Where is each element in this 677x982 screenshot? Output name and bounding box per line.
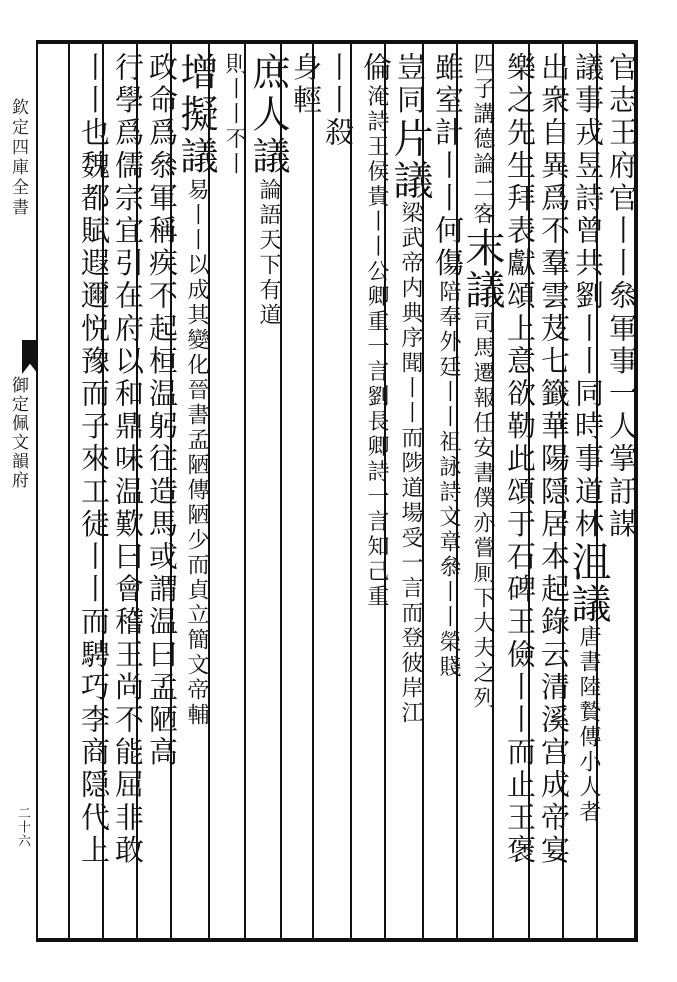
column-divider (68, 44, 70, 938)
text-column (176, 52, 216, 728)
text-column (387, 52, 433, 727)
body-text: 丨丨 (605, 215, 639, 281)
text-column (248, 52, 288, 328)
text-column (565, 52, 611, 826)
entry-heading: 增擬議 (174, 52, 218, 178)
text-column (459, 52, 505, 711)
margin-book-title: 御定佩文韻府 (8, 376, 28, 490)
text-column (500, 52, 540, 867)
text-column (428, 52, 468, 680)
text-column (74, 52, 114, 867)
body-text: 叅軍事一人掌訏謀 (605, 280, 639, 542)
text-column (602, 52, 642, 541)
text-column (214, 52, 254, 177)
body-text: 出衆自異爲不羣雲芨七籤華陽隠居本起錄云清溪宫成帝宴 (537, 52, 571, 867)
body-text: 議事戎昱詩曾共劉 (571, 52, 605, 313)
body-text: 同時事道林 (571, 378, 605, 542)
text-column (142, 52, 182, 769)
page-margin (0, 40, 36, 942)
body-text: 倫 (359, 52, 393, 85)
body-text: 官志王府官 (605, 52, 639, 215)
entry-heading: 庶人議 (246, 52, 290, 178)
column-divider (350, 44, 352, 938)
commentary-text: 梁武帝内典序聞丨丨而陟道場受一言而登彼岸江 (398, 201, 423, 727)
entry-heading: 片議 (387, 117, 433, 202)
commentary-text: 淹詩王侯貴丨丨公卿重一言劉長卿詩一言知己重 (364, 84, 389, 610)
commentary-text: 唐書陸贄傳小人者 (576, 625, 601, 826)
column-divider (312, 44, 314, 938)
body-text: 行學爲儒宗宜引在府以和鼎味温歎曰會稽王尚不能屈非敢 (111, 52, 145, 867)
page-number: 二十六 (15, 806, 30, 848)
margin-collection-title: 欽定四庫全書 (8, 98, 28, 218)
body-text: 豈同 (393, 52, 427, 118)
text-column (108, 52, 148, 867)
body-text: 雖室計丨丨何傷 (431, 52, 465, 281)
commentary-text: 陪奉外廷丨丨祖詠詩文章叅丨丨榮賤 (436, 280, 461, 681)
body-text: 丨丨 (571, 312, 605, 379)
body-text: 樂之先生拜表獻頌上意欲勒此頌于石碑王儉丨丨而止王褒 (503, 52, 537, 867)
entry-heading: 末議 (459, 227, 505, 311)
text-column (356, 52, 396, 610)
body-text: 丨丨殺 (321, 52, 355, 150)
commentary-text: 四子講德論二客 (470, 52, 495, 227)
body-text: 丨丨也魏都賦遐邇悦豫而子來工徒丨丨而騁巧李商隠代上 (77, 52, 111, 867)
commentary-text: 則丨丨不丨 (222, 52, 247, 177)
body-text: 政命爲叅軍稱疾不起桓温躬往造馬或謂温曰孟陋高 (145, 52, 179, 770)
column-divider (244, 44, 246, 938)
entry-heading: 沮議 (565, 541, 611, 626)
text-column (286, 52, 326, 117)
commentary-text: 論語天下有道 (256, 178, 281, 328)
text-column (534, 52, 574, 867)
body-text: 身輕 (289, 52, 323, 118)
commentary-text: 司馬遷報任安書僕亦嘗厠下大夫之列 (470, 311, 495, 711)
commentary-text: 易丨丨以成其變化晉書孟陋傳陋少而貞立簡文帝輔 (184, 178, 209, 728)
